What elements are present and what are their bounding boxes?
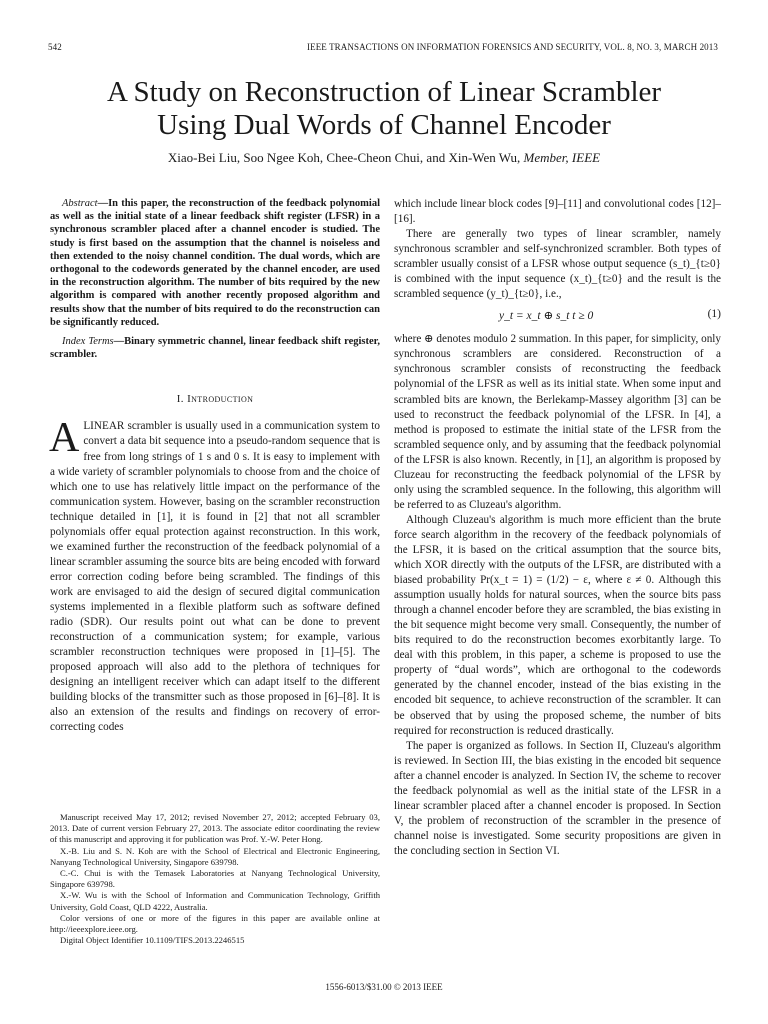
author-role: Member, IEEE (520, 150, 601, 165)
right-column (394, 197, 721, 859)
section-title: Introduction (187, 393, 254, 406)
equation-number: (1) (707, 308, 721, 321)
title-line-1: A Study on Reconstruction of Linear Scrambler (106, 76, 662, 108)
left-column (50, 197, 380, 735)
page-number: 542 (48, 42, 62, 52)
footnote-doi: Digital Object Identifier 10.1109/TIFS.2013.2246515 (60, 935, 245, 946)
equation-1 (394, 302, 721, 332)
paragraph-continued: which include linear block codes [9]–[11] and convolutional codes [12]–[16]. (394, 198, 721, 226)
footnote-affiliation-3: X.-W. Wu is with the School of Information and Communication Technology, Griffith University, Gold Coast, QLD 4222, Australia. (50, 890, 380, 912)
abstract-label: Abstract (62, 198, 98, 209)
abstract (50, 197, 380, 329)
title-line-2: Using Dual Words of Channel Encoder (157, 109, 611, 141)
copyright-footer: 1556-6013/$31.00 © 2013 IEEE (325, 982, 443, 992)
paper-title (40, 76, 728, 142)
author-list (40, 150, 728, 166)
section-number: I. (176, 393, 184, 406)
footnote-affiliation-1: X.-B. Liu and S. N. Koh are with the School of Electrical and Electronic Engineering, Nanyang Technological University, Singapore 639798. (50, 845, 380, 867)
paragraph-scrambler-types: There are generally two types of linear scrambler, namely synchronous scrambler and self-synchronized scrambler. Both types of scrambler usually consist of a LFSR whose output sequence (s_t)_{t≥0} is combined with the input sequence (x_t)_{t≥0} and the result is the scrambled sequence (y_t)_{t≥0}, i.e., (394, 228, 721, 301)
footnote-color-versions: Color versions of one or more of the figures in this paper are available online at http://ieeexplore.ieee.org. (50, 912, 380, 935)
section-heading (50, 393, 380, 405)
index-terms (50, 335, 380, 361)
intro-paragraph (49, 415, 380, 735)
drop-cap: A (49, 415, 80, 462)
journal-header: IEEE TRANSACTIONS ON INFORMATION FORENSICS AND SECURITY, VOL. 8, NO. 3, MARCH 2013 (307, 42, 718, 52)
running-header (48, 42, 718, 56)
index-terms-label: Index Terms (62, 336, 114, 348)
intro-text: LINEAR scrambler is usually used in a communication system to convert a data bit sequence into a pseudo-random sequence that is free from long strings of 1 s and 0 s. It is easy to implement with a wide variety of scrambler polynomials to choose from and the choice of which one to use has relatively little impact on the performance of the communication system. However, basing on the scrambler reconstruction technique detailed in [1], it is found in [2] that not all scrambler polynomials offer equal protection against reconstruction. In this work, we examined further the reconstruction of the feedback polynomial of a linear scrambler assuming the source bits are being encoded with forward error correction coding before being scrambled. The findings of this work are envisaged to aid the design of secured digital communication systems implemented in a flexible platform such as software defined radio (SDR). Our results point out what can be done to prevent reconstruction of a communication system; for example, various scrambler reconstruction techniques were proposed in [1]–[5]. The proposed approach will also add to the plethora of techniques for designing an intelligent receiver which can adapt itself to the different building blocks of the transmitter such as those proposed in [6]–[8]. It is also an extension of the results and findings on recovery of error-correcting codes (50, 420, 380, 734)
index-terms-text: —Binary symmetric channel, linear feedback shift register, scrambler. (50, 336, 380, 361)
footnote-manuscript: Manuscript received May 17, 2012; revised November 27, 2012; accepted February 03, 2013. Date of current version February 27, 2013. The associate editor coordinating the review of this manuscript and approving it for publication was Prof. Y.-W. Peter Hong. (50, 812, 380, 845)
authors-names: Xiao-Bei Liu, Soo Ngee Koh, Chee-Cheon Chui, and Xin-Wen Wu, (167, 150, 521, 165)
paragraph-cluzeau: Although Cluzeau's algorithm is much more efficient than the brute force search algorithm in the recovery of the feedback polynomials of the LFSR, it is based on the critical assumption that the source bits, which XOR directly with the outputs of the LFSR, are distributed with a biased probability Pr(x_t = 1) = (1/2) − ε, where ε ≠ 0. Although this assumption usually holds for natural sources, when the source bits pass through a channel encoder before they are scrambled, the bias existing in the bit sequence might become very small. Consequently, the number of bits required to do the reconstruction becomes exorbitantly large. To deal with this problem, in this paper, a scheme is proposed to use the property of “dual words”, which are orthogonal to the codewords generated by the channel encoder, instead of the bias existing in the encoded bit sequence, to achieve reconstruction of the scrambler. It can be observed that by using the proposed scheme, the number of bits required for reconstruction is reduced drastically. (394, 513, 721, 737)
equation-body: y_t = x_t ⊕ s_t t ≥ 0 (499, 310, 594, 323)
footnotes (50, 812, 380, 946)
abstract-text: —In this paper, the reconstruction of the feedback polynomial as well as the initial state of a linear feedback shift register (LFSR) in a synchronous scrambler placed after a channel encoder is studied. The study is first based on the assumption that the channel is noiseless and then extended to the noisy channel condition. The dual words, which are orthogonal to the codewords generated by the channel encoder, are used in the reconstruction algorithm. The number of bits required by the new algorithm is compared with another recently proposed algorithm and results show that the number of bits required to do the reconstruction can be significantly reduced. (50, 198, 380, 328)
footnote-affiliation-2: C.-C. Chui is with the Temasek Laboratories at Nanyang Technological University, Singapore 639798. (50, 868, 380, 890)
paragraph-reconstruction: where ⊕ denotes modulo 2 summation. In this paper, for simplicity, only synchronous scramblers are considered. Reconstruction of a synchronous scrambler consists of reconstructing the feedback polynomial of the LFSR as well as its initial state. When some input and scrambled bits are known, the Berlekamp-Massey algorithm [3] can be used to reconstruct the feedback polynomial of the LFSR. In [4], a method is proposed to estimate the initial state of the LFSR from the scrambled sequence only, and by assuming that the feedback polynomial of the LFSR is also known. Recently, in [1], an algorithm is proposed by Cluzeau for reconstructing the feedback polynomial of the LFSR by only using the scrambled sequence. In the following, this algorithm will be referred to as Cluzeau's algorithm. (394, 333, 721, 511)
paragraph-organization: The paper is organized as follows. In Section II, Cluzeau's algorithm is reviewed. In Section III, the bias existing in the encoded bit sequence after a channel encoder is analyzed. In Section IV, the scheme to recover the feedback polynomial as well as the initial state of the LFSR in a linear scrambler placed after a channel encoder is proposed. In Section V, the problem of reconstruction of the scrambler in the presence of channel noise is investigated. Some security propositions are given in the concluding section in Section VI. (394, 739, 721, 857)
